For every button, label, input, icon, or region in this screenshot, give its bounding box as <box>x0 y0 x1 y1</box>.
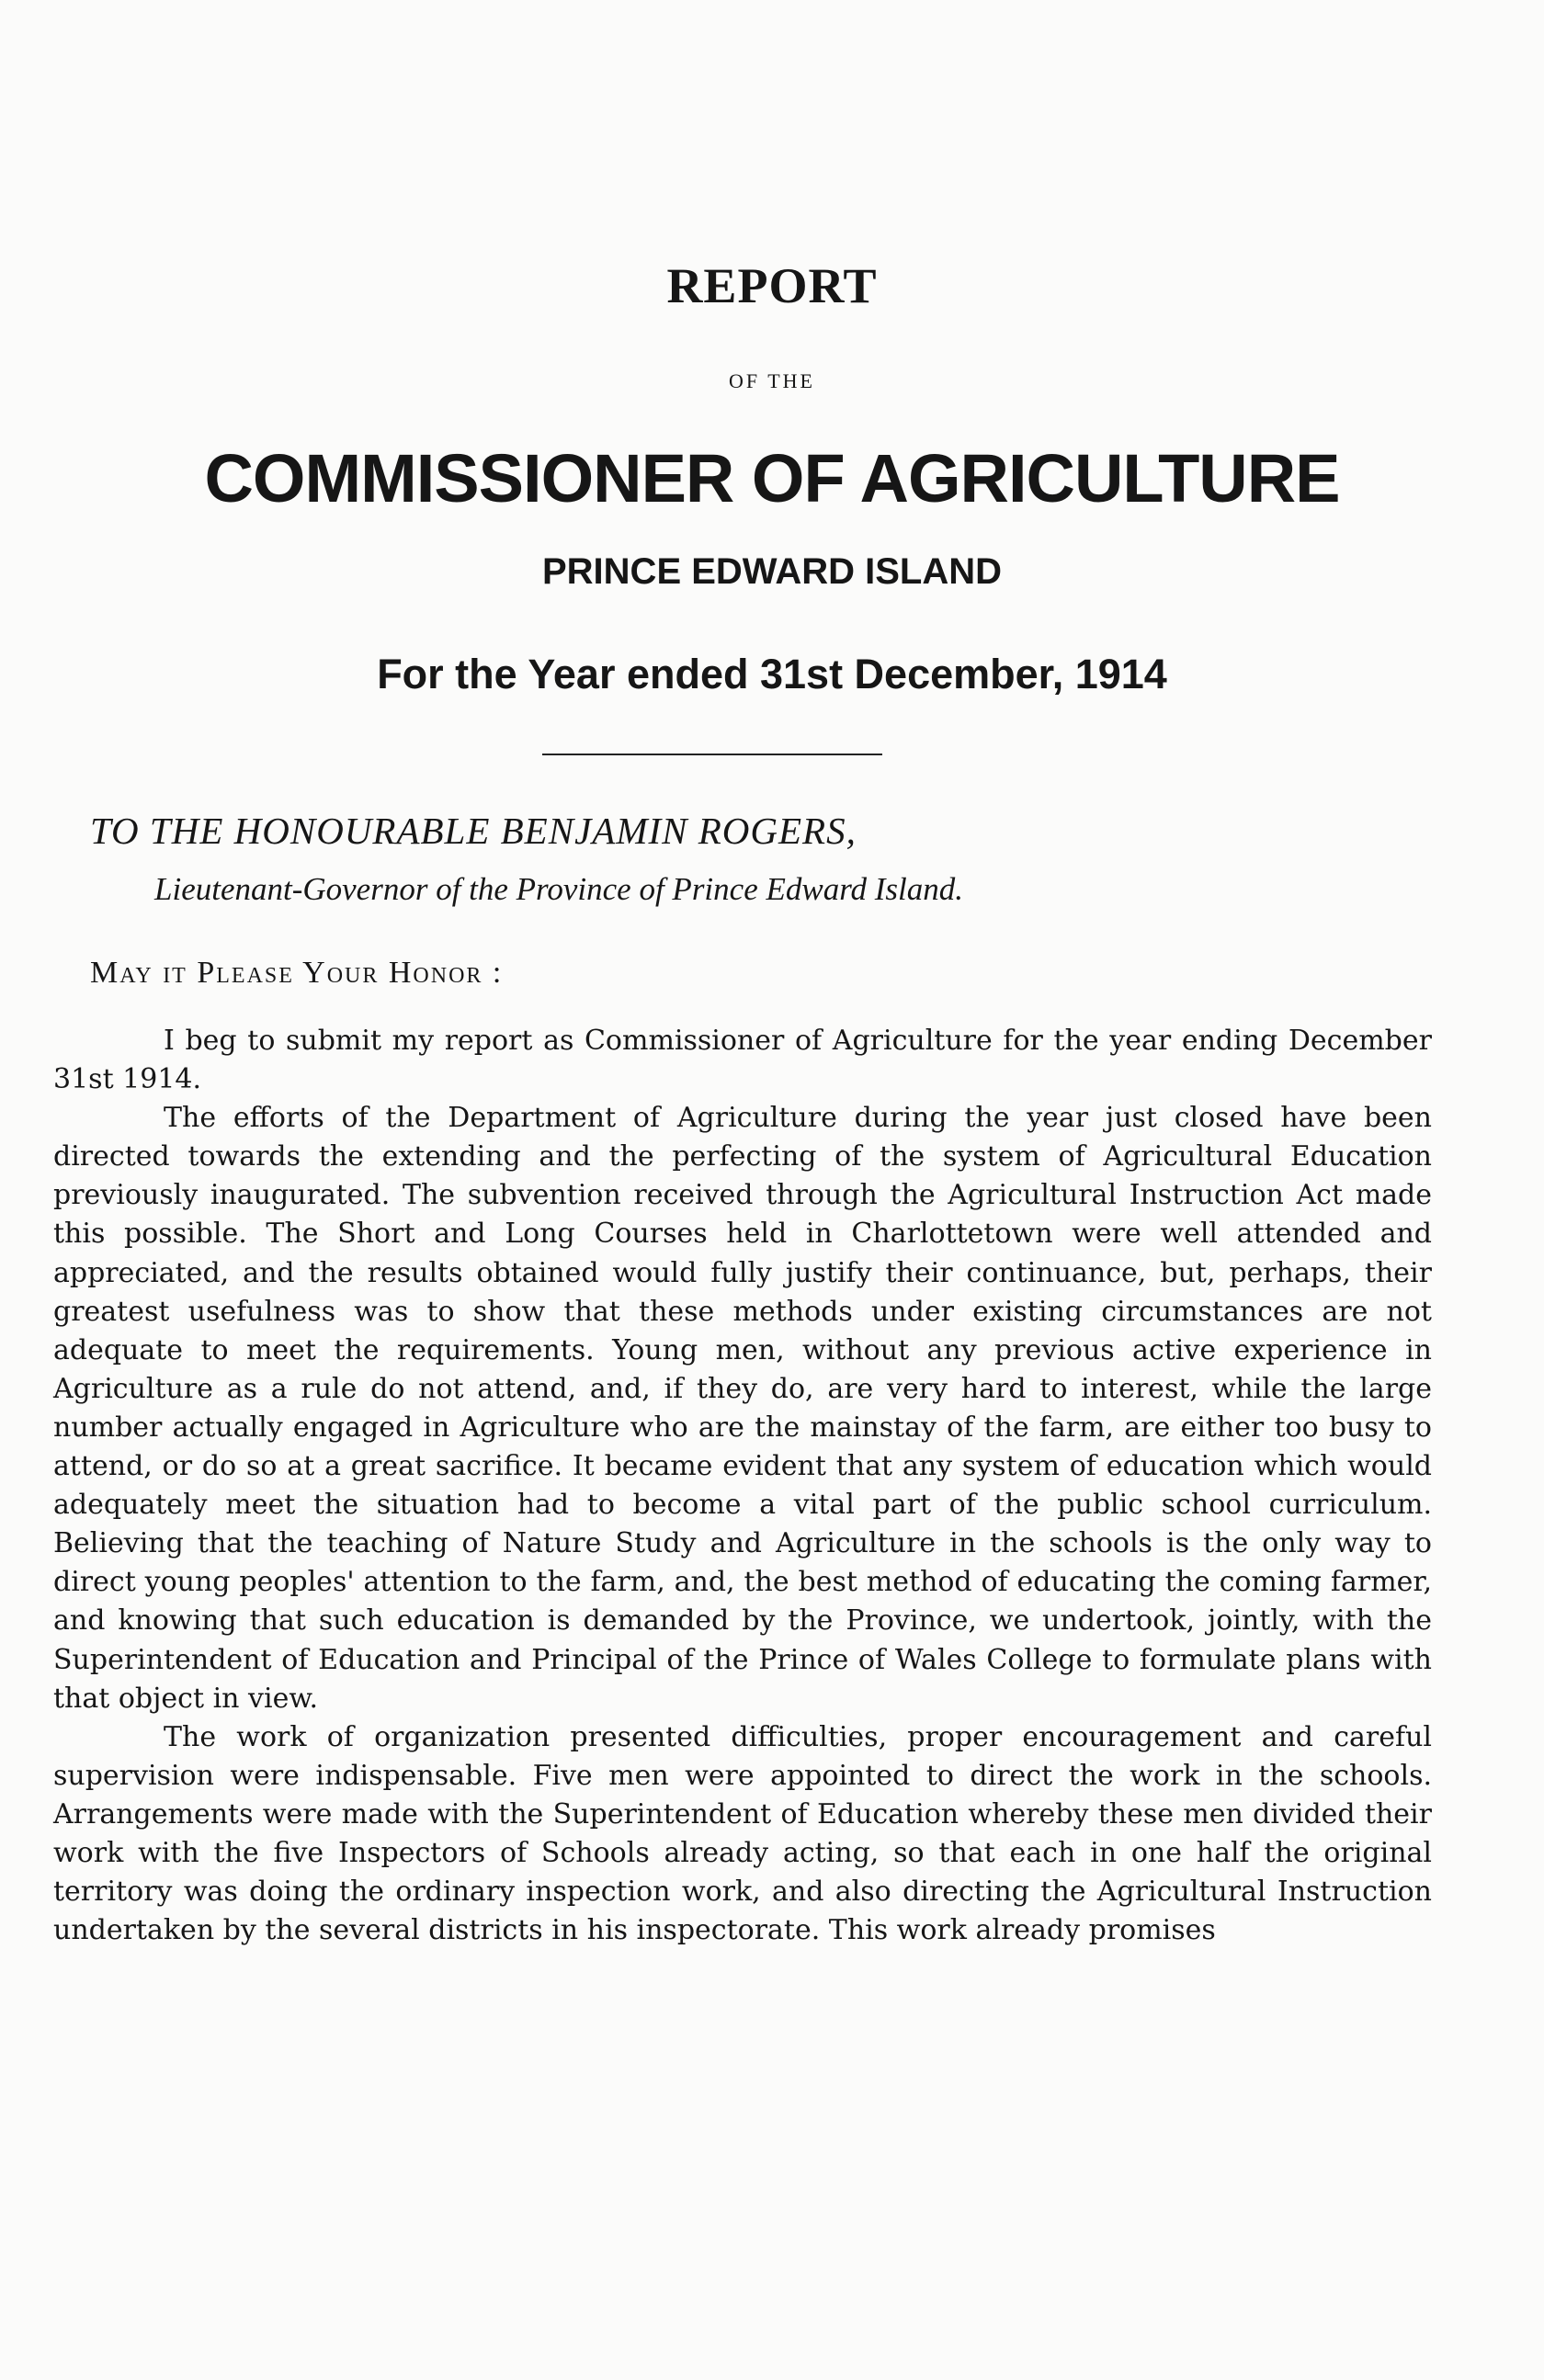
paragraph-organization: The work of organization presented difficulties, proper encouragement and careful supervision were indispensable. Five men were appointed to direct the work in the schools. Arrangements were made with the Superintendent of Education whereby these men divided their work with the five Inspectors of Schools already acting, so that each in one half the original territory was doing the ordinary inspection work, and also directing the Agricultural Instruction undertaken by the several districts in his inspectorate. This work already promises <box>53 1720 1432 1947</box>
paragraph-efforts: The efforts of the Department of Agriculture during the year just closed have been directed towards the extending and the perfecting of the system of Agricultural Education previously inaugurated. The subvention received through the Agricultural Instruction Act made this possible. The Short and Long Courses held in Charlottetown were well attended and appreciated, and the results obtained would fully justify their continuance, but, perhaps, their greatest usefulness was to show that these methods under existing circumstances are not adequate to meet the requirements. Young men, without any previous active experience in Agriculture as a rule do not attend, and, if they do, are very hard to interest, while the large number actually engaged in Agriculture who are the mainstay of the farm, are either too busy to attend, or do so at a great sacrifice. It became evident that any system of education which would adequately meet the situation had to become a vital part of the public school curriculum. Believing that the teaching of Nature Study and Agriculture in the schools is the only way to direct young peoples' attention to the farm, and, the best method of educating the coming farmer, and knowing that such education is demanded by the Province, we undertook, jointly, with the Superintendent of Education and Principal of the Prince of Wales College to formulate plans with that object in view. <box>53 1102 1432 1715</box>
salutation: May it Please Your Honor : <box>90 956 504 990</box>
divider-rule <box>542 754 882 755</box>
paragraph-intro: I beg to submit my report as Commissioner of Agriculture for the year ending December 31st 1914. <box>53 1025 1432 1096</box>
report-heading: REPORT <box>666 258 878 313</box>
page-title: COMMISSIONER OF AGRICULTURE <box>204 440 1340 516</box>
year-line: For the Year ended 31st December, 1914 <box>377 651 1167 697</box>
addressee-office: Lieutenant-Governor of the Province of Prince Edward Island. <box>154 871 964 907</box>
of-the-heading: OF THE <box>729 369 815 392</box>
province-subtitle: PRINCE EDWARD ISLAND <box>541 551 1003 592</box>
addressee-name: TO THE HONOURABLE BENJAMIN ROGERS, <box>90 810 857 852</box>
body-text <box>53 1022 1432 1950</box>
